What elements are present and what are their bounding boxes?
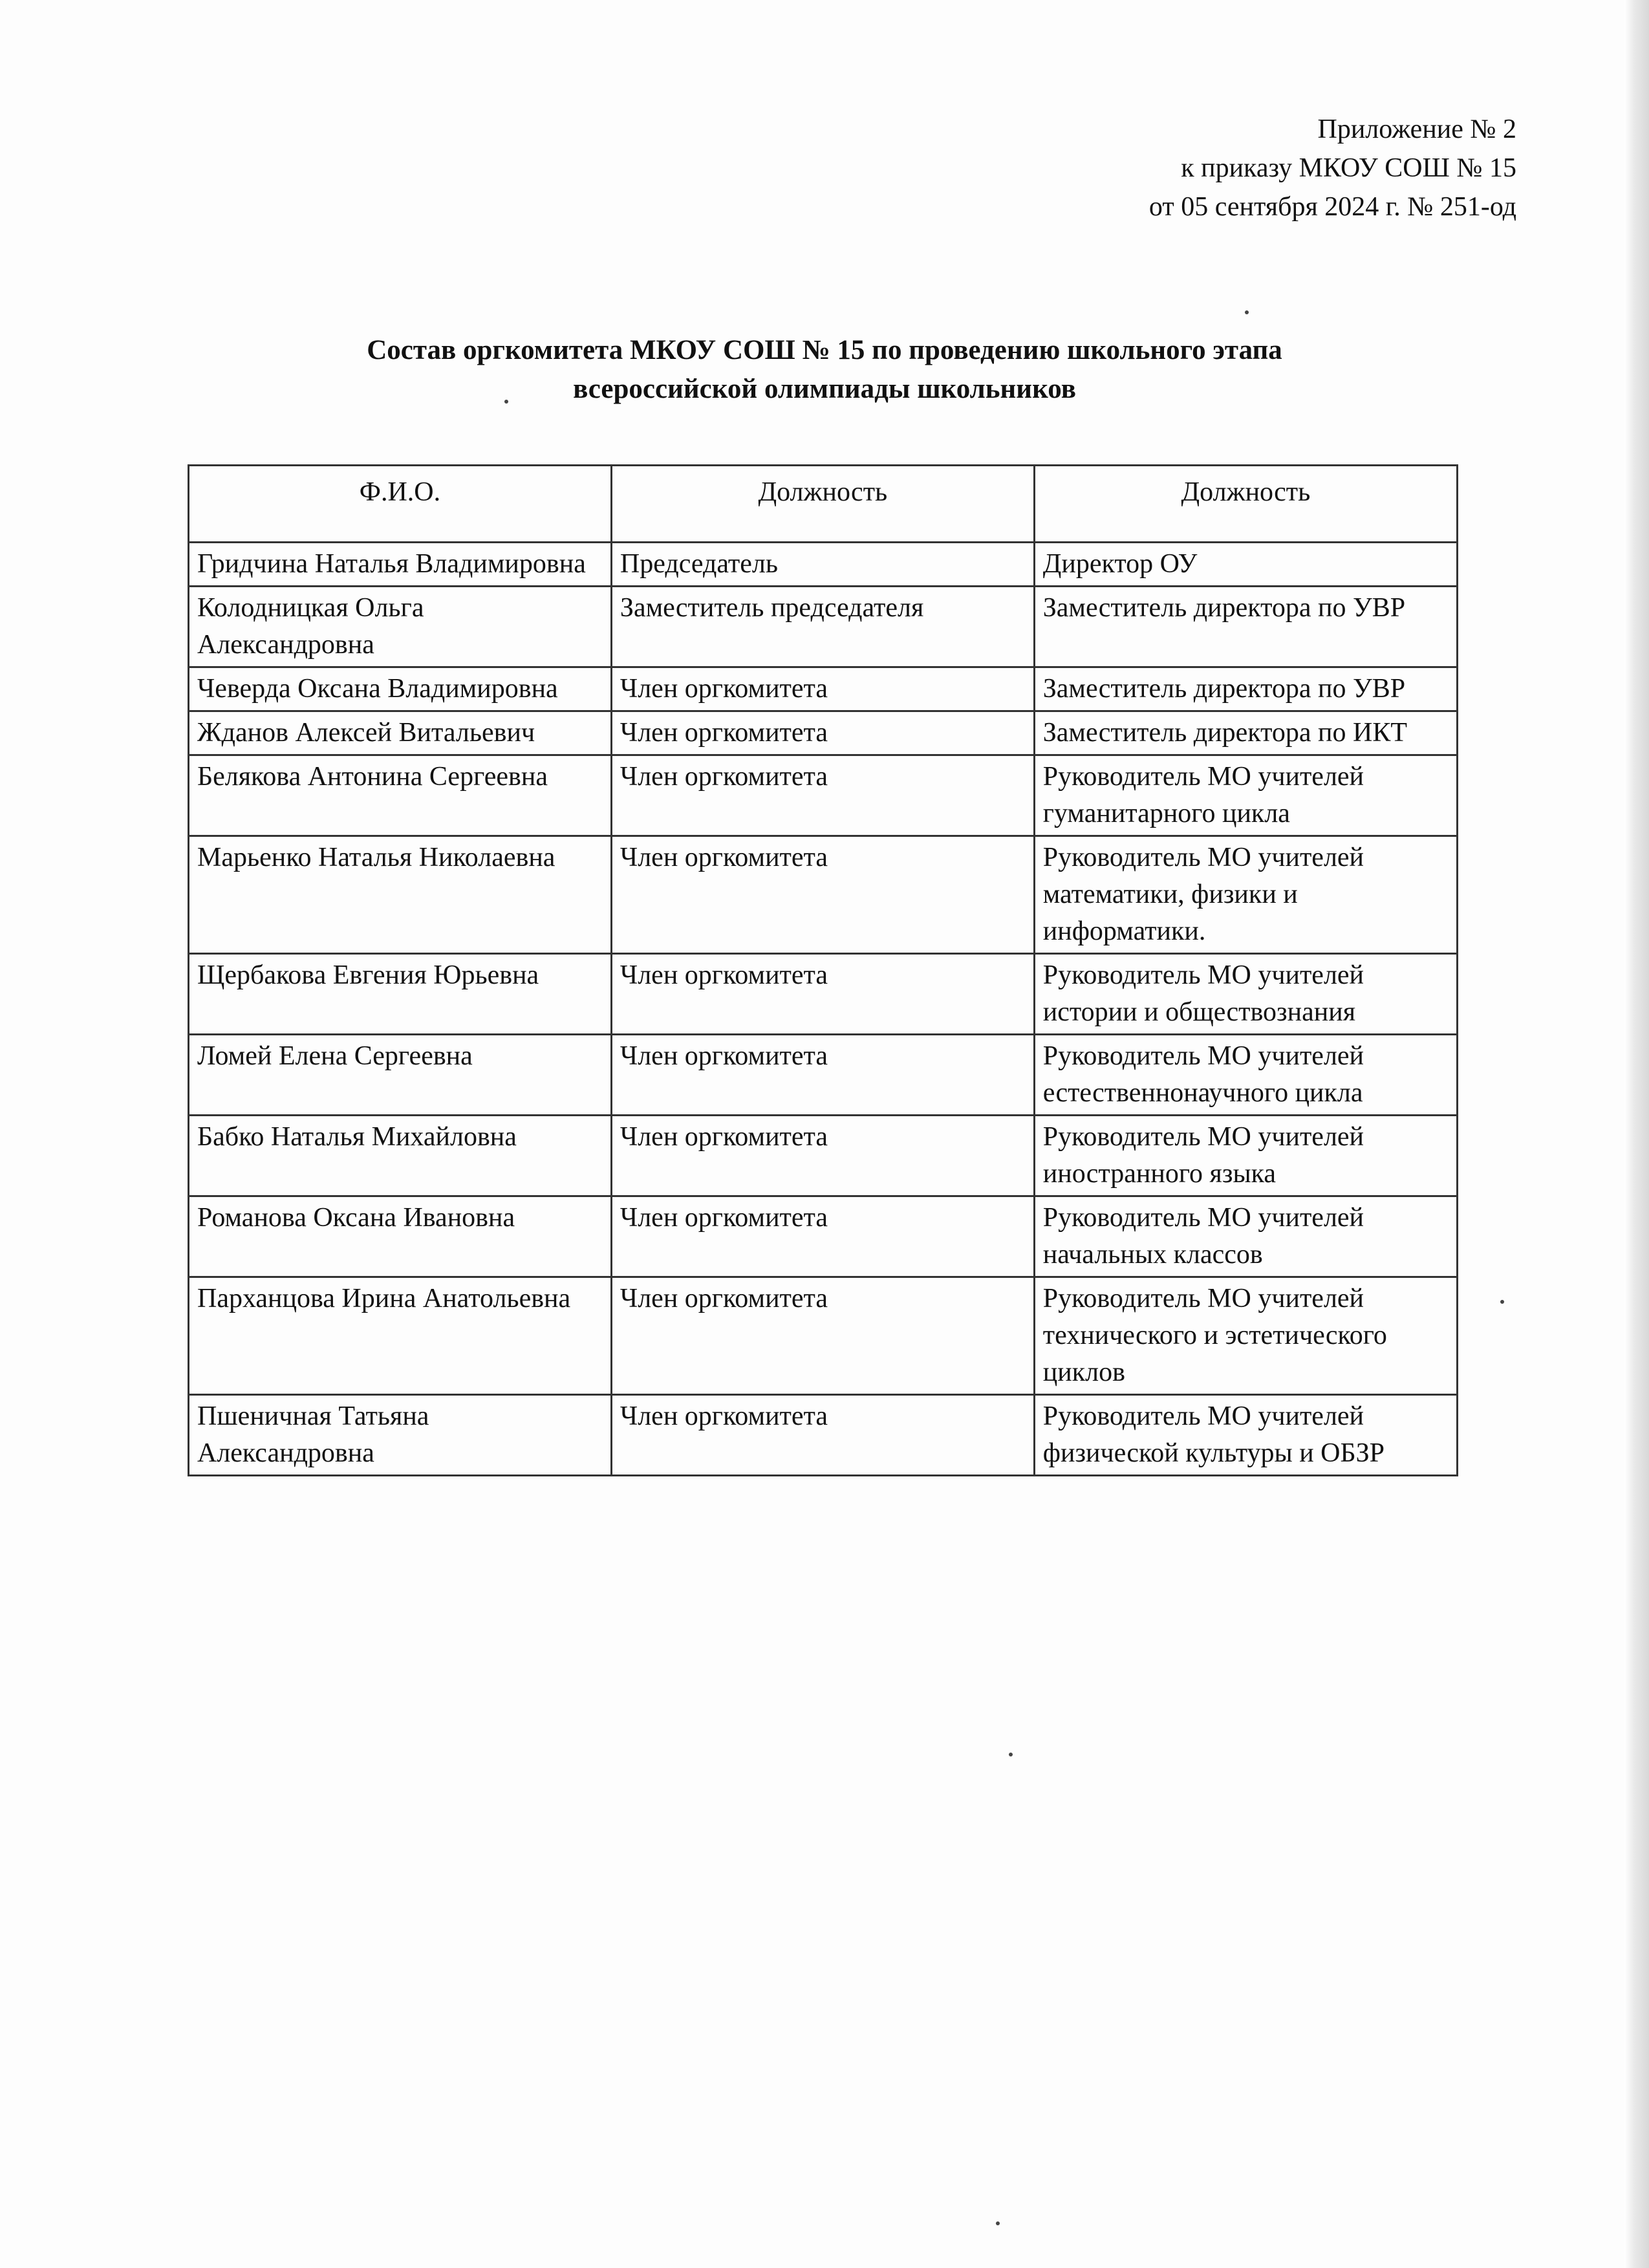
cell-position: Руководитель МО учителей естественнонаучного цикла (1034, 1035, 1457, 1116)
cell-role: Член оргкомитета (611, 836, 1034, 954)
cell-role: Заместитель председателя (611, 587, 1034, 667)
title-line-1: Состав оргкомитета МКОУ СОШ № 15 по проведению школьного этапа (367, 335, 1282, 365)
table-row (189, 711, 1458, 755)
cell-role: Член оргкомитета (611, 1196, 1034, 1277)
table-row (189, 1277, 1458, 1395)
cell-name: Пшеничная Татьяна Александровна (189, 1395, 612, 1476)
cell-position: Руководитель МО учителей технического и эстетического циклов (1034, 1277, 1457, 1395)
header-name: Ф.И.О. (189, 466, 612, 543)
table-row (189, 1116, 1458, 1196)
appendix-block (1149, 110, 1516, 226)
cell-position: Заместитель директора по УВР (1034, 587, 1457, 667)
table-header-row (189, 466, 1458, 543)
cell-role: Член оргкомитета (611, 1277, 1034, 1395)
table-body (189, 543, 1458, 1476)
scan-speck (1245, 310, 1249, 314)
table-row (189, 543, 1458, 587)
appendix-line-3: от 05 сентября 2024 г. № 251-од (1148, 192, 1516, 222)
cell-name: Колодницкая Ольга Александровна (189, 587, 612, 667)
scan-speck (1500, 1300, 1504, 1304)
cell-position: Директор ОУ (1034, 543, 1457, 587)
appendix-line-1: Приложение № 2 (1317, 114, 1516, 144)
scan-speck (996, 2221, 1000, 2225)
table-row (189, 587, 1458, 667)
table-row (189, 1035, 1458, 1116)
cell-position: Руководитель МО учителей физической культуры и ОБЗР (1034, 1395, 1457, 1476)
table-row (189, 1395, 1458, 1476)
header-position: Должность (1034, 466, 1457, 543)
appendix-line-2: к приказу МКОУ СОШ № 15 (1181, 153, 1516, 183)
cell-name: Жданов Алексей Витальевич (189, 711, 612, 755)
cell-position: Руководитель МО учителей гуманитарного цикла (1034, 755, 1457, 836)
cell-role: Председатель (611, 543, 1034, 587)
cell-name: Гридчина Наталья Владимировна (189, 543, 612, 587)
table-row (189, 836, 1458, 954)
cell-role: Член оргкомитета (611, 1395, 1034, 1476)
cell-position: Заместитель директора по УВР (1034, 667, 1457, 711)
table-row (189, 954, 1458, 1035)
table-row (189, 1196, 1458, 1277)
cell-role: Член оргкомитета (611, 954, 1034, 1035)
scan-speck (1009, 1753, 1013, 1756)
cell-position: Руководитель МО учителей иностранного языка (1034, 1116, 1457, 1196)
cell-name: Марьенко Наталья Николаевна (189, 836, 612, 954)
document-title (0, 331, 1649, 409)
cell-name: Белякова Антонина Сергеевна (189, 755, 612, 836)
cell-position: Руководитель МО учителей истории и обществознания (1034, 954, 1457, 1035)
table-row (189, 755, 1458, 836)
cell-name: Бабко Наталья Михайловна (189, 1116, 612, 1196)
cell-name: Щербакова Евгения Юрьевна (189, 954, 612, 1035)
cell-role: Член оргкомитета (611, 1035, 1034, 1116)
cell-name: Чеверда Оксана Владимировна (189, 667, 612, 711)
cell-name: Парханцова Ирина Анатольевна (189, 1277, 612, 1395)
scan-speck (504, 400, 508, 404)
cell-role: Член оргкомитета (611, 667, 1034, 711)
cell-role: Член оргкомитета (611, 1116, 1034, 1196)
table-row (189, 667, 1458, 711)
cell-name: Ломей Елена Сергеевна (189, 1035, 612, 1116)
header-role: Должность (611, 466, 1034, 543)
cell-position: Руководитель МО учителей математики, физики и информатики. (1034, 836, 1457, 954)
cell-position: Заместитель директора по ИКТ (1034, 711, 1457, 755)
committee-table (188, 464, 1458, 1476)
cell-role: Член оргкомитета (611, 711, 1034, 755)
cell-name: Романова Оксана Ивановна (189, 1196, 612, 1277)
cell-position: Руководитель МО учителей начальных классов (1034, 1196, 1457, 1277)
title-line-2: всероссийской олимпиады школьников (573, 374, 1076, 404)
cell-role: Член оргкомитета (611, 755, 1034, 836)
